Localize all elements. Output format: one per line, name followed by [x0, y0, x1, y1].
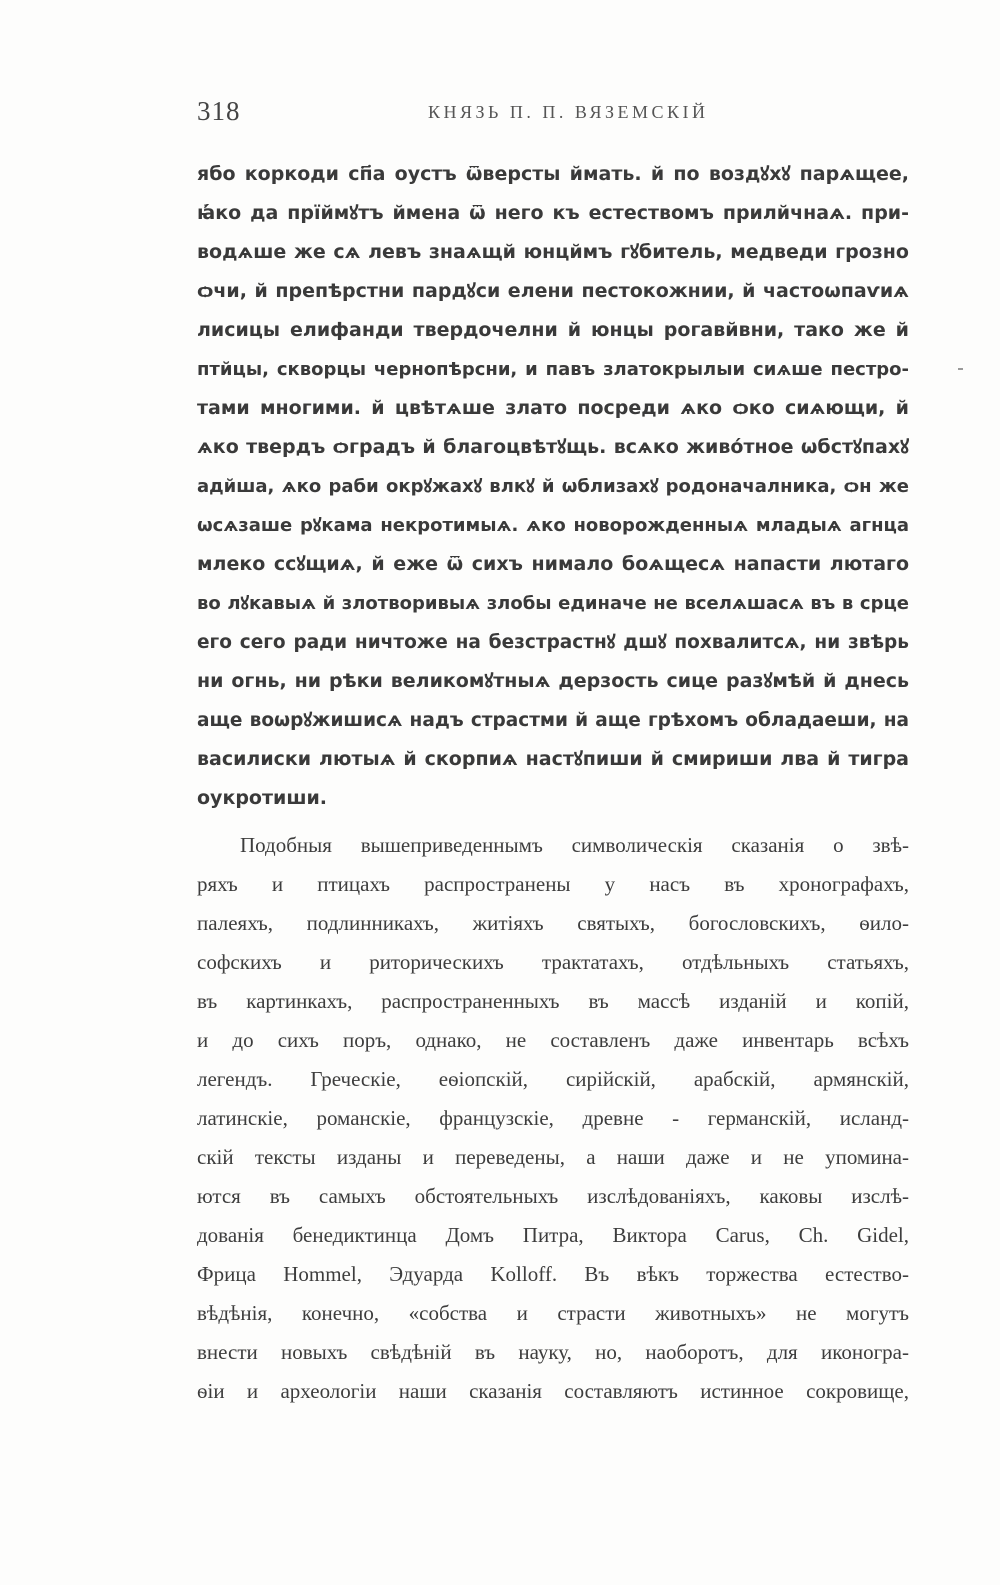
church-slavonic-line: ѧко твердъ ѻградъ й благоцвѣтꙋщь. всѧко живо́тное ѡбстꙋпахꙋ: [197, 436, 909, 458]
church-slavonic-line: его сего ради ничтоже на безстрастнꙋ дшꙋ похвалитсѧ, ни звѣрь: [197, 632, 909, 653]
church-slavonic-line: ѻчи, й препѣрстни пардꙋси елени пестокожнии, й частоѡпаѵиѧ: [197, 280, 909, 302]
church-slavonic-line: водѧше же сѧ левъ знаѧщй юнцймъ гꙋбитель, медведи грозно: [197, 241, 909, 263]
modern-paragraph: [197, 826, 909, 1411]
church-slavonic-line: во лꙋкавыѧ й злотворивыѧ злобы единаче не вселѧшасѧ въ в срце: [197, 593, 909, 614]
paragraph-line: латинскіе, романскіе, французскіе, древне - германскій, исланд-: [197, 1106, 909, 1130]
paragraph-line: и до сихъ поръ, однако, не составленъ даже инвентарь всѣхъ: [197, 1028, 909, 1052]
church-slavonic-line: аще воѡрꙋжишисѧ надъ страстми й аще грѣхомъ обладаеши, на: [197, 710, 909, 731]
page-header: [0, 96, 1000, 136]
paragraph-line: внести новыхъ свѣдѣній въ науку, но, наоборотъ, для иконогра-: [197, 1340, 909, 1364]
paragraph-line: дованія бенедиктинца Домъ Питра, Виктора Carus, Ch. Gidel,: [197, 1223, 909, 1247]
church-slavonic-line: ни огнь, ни рѣки великомꙋтныѧ дерзость сице разꙋмѣй й днесь: [197, 670, 909, 692]
page-number: 318: [197, 96, 241, 126]
margin-mark: [958, 368, 963, 370]
paragraph-line: ются въ самыхъ обстоятельныхъ изслѣдованіяхъ, каковы изслѣ-: [197, 1184, 909, 1208]
church-slavonic-line: ябо коркоди сп҃а оустъ ѿверсты ймать. й по воздꙋхꙋ парѧщее,: [197, 163, 909, 185]
paragraph-line: Фрица Hommel, Эдуарда Kolloff. Въ вѣкъ торжества естество-: [197, 1262, 909, 1286]
church-slavonic-line: василиски лютыѧ й скорпиѧ настꙋпиши й смириши лва й тигра: [197, 748, 909, 770]
paragraph-line: легендъ. Греческіе, еѳіопскій, сирійскій, арабскій, армянскій,: [197, 1067, 909, 1091]
church-slavonic-line: ѡсѧзаше рꙋкама некротимыѧ. ѧко новорожденныѧ младыѧ агнца: [197, 515, 909, 536]
church-slavonic-line: адйша, ѧко раби окрꙋжахꙋ влкꙋ й ѡблизахꙋ родоначалника, ѻн же: [197, 476, 909, 497]
church-slavonic-line: ꙗ҆́ко да прїймꙋтъ ймена ѿ него къ естествомъ прилйчнаѧ. при-: [197, 202, 909, 224]
church-slavonic-line: млеко ссꙋщиѧ, й еже ѿ сихъ нимало боѧщесѧ напасти лютаго: [197, 553, 909, 575]
running-head: КНЯЗЬ П. П. ВЯЗЕМСКІЙ: [428, 102, 709, 122]
paragraph-line: скій тексты изданы и переведены, а наши даже и не упомина-: [197, 1145, 909, 1169]
paragraph-line: палеяхъ, подлинникахъ, житіяхъ святыхъ, богословскихъ, ѳило-: [197, 911, 909, 935]
paragraph-line: въ картинкахъ, распространенныхъ въ массѣ изданій и копій,: [197, 989, 909, 1013]
church-slavonic-line: лисицы елифанди твердочелни й юнцы рогавйвни, тако же й: [197, 319, 909, 341]
paragraph-line: Подобныя вышеприведеннымъ символическія сказанія о звѣ-: [240, 833, 909, 857]
church-slavonic-passage: [197, 155, 909, 818]
paragraph-line: ѳіи и археологіи наши сказанія составляютъ истинное сокровище,: [197, 1379, 909, 1403]
church-slavonic-line: оукротиши.: [197, 787, 328, 809]
church-slavonic-line: тами многими. й цвѣтѧше злато посреди ѧко ѻко сиѧющи, й: [197, 397, 909, 419]
paragraph-line: софскихъ и риторическихъ трактатахъ, отдѣльныхъ статьяхъ,: [197, 950, 909, 974]
paragraph-line: ряхъ и птицахъ распространены у насъ въ хронографахъ,: [197, 872, 909, 896]
church-slavonic-line: птйцы, скворцы чернопѣрсни, и павъ златокрылыи сиѧше пестро-: [197, 359, 909, 380]
paragraph-line: вѣдѣнія, конечно, «собства и страсти животныхъ» не могутъ: [197, 1301, 909, 1325]
